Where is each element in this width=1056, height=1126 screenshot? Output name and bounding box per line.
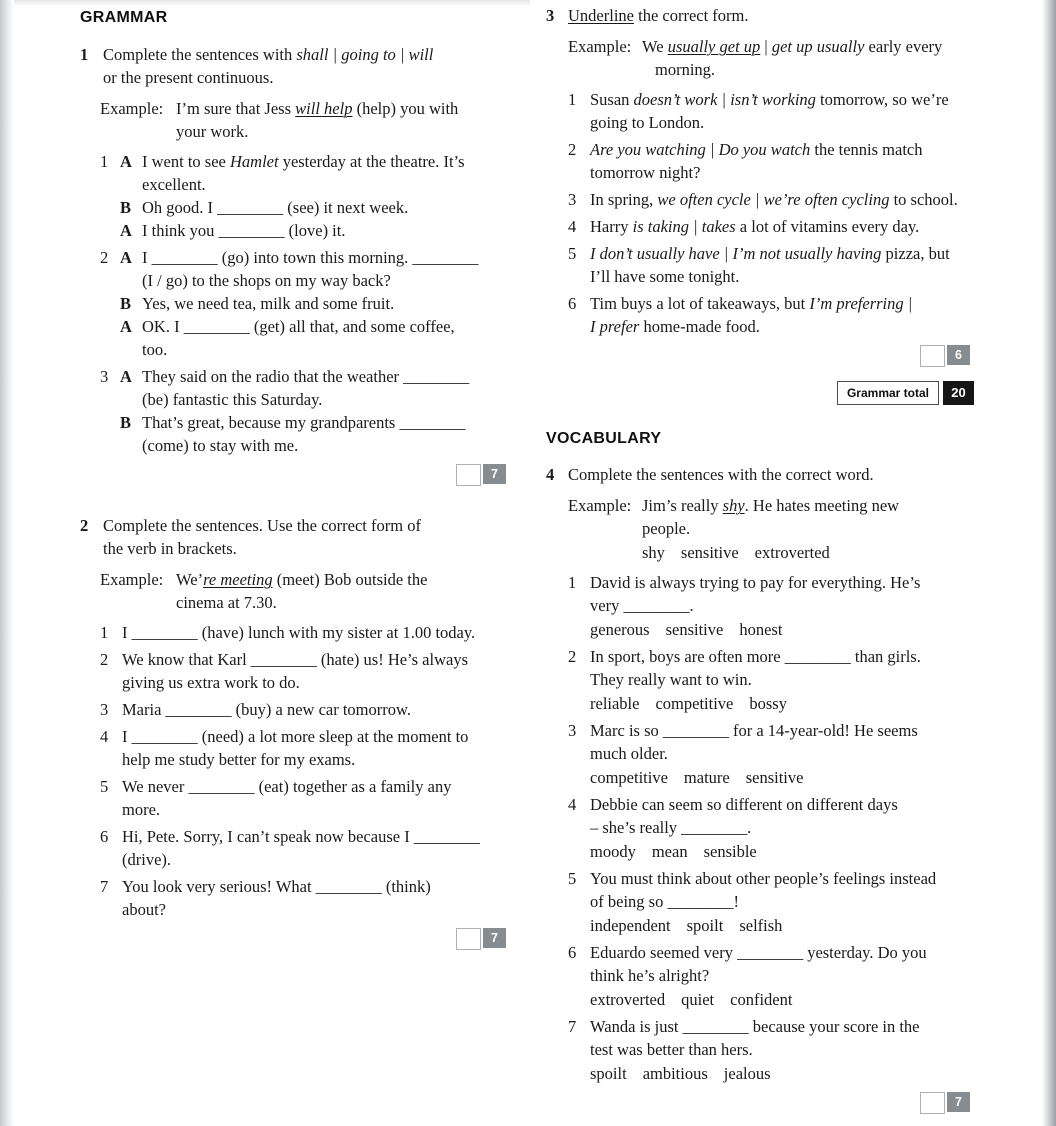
- question-text: Debbie can seem so different on different days – she’s really ________.: [590, 795, 898, 837]
- example-text: We usually get up | get up usually early every morning.: [642, 37, 943, 79]
- item-number: 3: [568, 190, 577, 209]
- score-row: [80, 464, 506, 486]
- item-number: 6: [100, 827, 109, 846]
- exercise-1-title: Complete the sentences with shall | going to | will or the present continuous.: [103, 45, 434, 87]
- item-number-spacer: [100, 411, 120, 457]
- dialog-text: I think you ________ (love) it.: [142, 221, 346, 240]
- question-block: [590, 793, 980, 863]
- exercise-2: [80, 514, 512, 950]
- speaker-letter: B: [120, 294, 132, 313]
- dialog-text: They said on the radio that the weather ________ (be) fantastic this Saturday.: [142, 367, 470, 409]
- question-text: You look very serious! What ________ (think) about?: [122, 877, 431, 919]
- dialog-text: Yes, we need tea, milk and some fruit.: [142, 294, 395, 313]
- dialog-text: I ________ (go) into town this morning. ________ (I / go) to the shops on my way back?: [142, 248, 479, 290]
- example-text: We’re meeting (meet) Bob outside the cinema at 7.30.: [176, 570, 428, 612]
- question-text: You must think about other people’s feelings instead of being so ________!: [590, 869, 937, 911]
- score-row: [546, 1092, 970, 1114]
- dialog-line: [100, 292, 512, 315]
- item-number-spacer: [100, 196, 120, 219]
- score-entry-box: [920, 1092, 945, 1114]
- exercise-2-items: [80, 621, 512, 921]
- score-row: [80, 928, 506, 950]
- exercise-1-number: 1: [80, 45, 89, 64]
- exercise-2-head: [80, 514, 512, 560]
- dialog-line: [100, 246, 512, 292]
- exercise-2-example: [100, 568, 512, 614]
- question-item-5: [100, 775, 512, 821]
- dialog-line: [100, 219, 512, 242]
- question-block: [590, 1015, 980, 1085]
- question-block: [590, 867, 980, 937]
- question-item-6: [100, 825, 512, 871]
- word-options: independent spoilt selfish: [590, 916, 783, 935]
- question-item-1: [568, 88, 980, 134]
- item-number-spacer: [100, 315, 120, 361]
- score-max-box: 7: [947, 1092, 970, 1112]
- left-column: [80, 0, 512, 950]
- exercise-3: [546, 4, 980, 367]
- question-text: I ________ (have) lunch with my sister at 1.00 today.: [122, 623, 476, 642]
- exercise-3-example: [568, 35, 980, 81]
- score-row: [546, 345, 970, 367]
- question-item-3: [100, 698, 512, 721]
- exercise-3-items: [546, 88, 980, 338]
- question-text: Hi, Pete. Sorry, I can’t speak now because I ________ (drive).: [122, 827, 480, 869]
- question-item-2: [80, 246, 512, 361]
- exercise-3-number: 3: [546, 6, 555, 25]
- item-number-spacer: [100, 219, 120, 242]
- question-item-1: [80, 150, 512, 242]
- speaker-letter: A: [120, 221, 132, 240]
- question-text: Eduardo seemed very ________ yesterday. Do you think he’s alright?: [590, 943, 927, 985]
- item-number: 5: [568, 869, 577, 888]
- speaker-letter: A: [120, 152, 132, 171]
- word-options: generous sensitive honest: [590, 620, 783, 639]
- exercise-1-example: [100, 97, 512, 143]
- score-entry-box: [456, 928, 481, 950]
- question-item-7: [100, 875, 512, 921]
- question-item-3: [568, 188, 980, 211]
- word-options: spoilt ambitious jealous: [590, 1064, 771, 1083]
- item-number: 3: [100, 700, 109, 719]
- example-label: Example:: [100, 570, 164, 589]
- example-label: Example:: [568, 37, 632, 56]
- item-number: 4: [100, 727, 109, 746]
- question-item-4: [100, 725, 512, 771]
- item-number: 2: [100, 650, 109, 669]
- question-item-5: [568, 867, 980, 937]
- exercise-1-head: [80, 43, 512, 89]
- speaker-letter: A: [120, 317, 132, 336]
- speaker-letter: A: [120, 367, 132, 386]
- question-item-2: [568, 645, 980, 715]
- item-number: 1: [568, 573, 577, 592]
- question-item-5: [568, 242, 980, 288]
- dialog-line: [100, 315, 512, 361]
- dialog-text: That’s great, because my grandparents ________ (come) to stay with me.: [142, 413, 466, 455]
- exercise-4-number: 4: [546, 465, 555, 484]
- dialog-text: Oh good. I ________ (see) it next week.: [142, 198, 409, 217]
- question-text: Maria ________ (buy) a new car tomorrow.: [122, 700, 411, 719]
- example-text: I’m sure that Jess will help (help) you with your work.: [176, 99, 459, 141]
- example-label: Example:: [100, 99, 164, 118]
- speaker-letter: A: [120, 248, 132, 267]
- question-item-3: [568, 719, 980, 789]
- word-options: extroverted quiet confident: [590, 990, 793, 1009]
- question-text: We never ________ (eat) together as a family any more.: [122, 777, 452, 819]
- right-column: [546, 0, 980, 1114]
- score-entry-box: [456, 464, 481, 486]
- question-item-4: [568, 793, 980, 863]
- exercise-2-title: Complete the sentences. Use the correct form of the verb in brackets.: [103, 516, 421, 558]
- question-item-4: [568, 215, 980, 238]
- item-number: 7: [100, 877, 109, 896]
- item-number: 2: [568, 140, 577, 159]
- question-block: [590, 719, 980, 789]
- score-max-box: 7: [483, 928, 506, 948]
- question-item-7: [568, 1015, 980, 1085]
- question-block: [590, 571, 980, 641]
- exercise-1-items: [80, 150, 512, 457]
- vocabulary-heading: VOCABULARY: [546, 430, 662, 447]
- dialog-text: OK. I ________ (get) all that, and some coffee, too.: [142, 317, 455, 359]
- question-text: Harry is taking | takes a lot of vitamins every day.: [590, 217, 920, 236]
- question-text: We know that Karl ________ (hate) us! He’s always giving us extra work to do.: [122, 650, 469, 692]
- score-entry-box: [920, 345, 945, 367]
- item-number: 3: [100, 367, 109, 386]
- question-item-1: [100, 621, 512, 644]
- question-item-2: [568, 138, 980, 184]
- exercise-3-title: Underline the correct form.: [568, 6, 749, 25]
- dialog-line: [100, 150, 512, 196]
- exercise-4-items: [546, 571, 980, 1085]
- dialog-line: [100, 411, 512, 457]
- dialog-line: [100, 196, 512, 219]
- scan-edge-right: [1042, 0, 1056, 1126]
- example-text: [642, 494, 980, 564]
- question-text: Tim buys a lot of takeaways, but I’m preferring | I prefer home-made food.: [590, 294, 913, 336]
- question-text: Susan doesn’t work | isn’t working tomorrow, so we’re going to London.: [590, 90, 949, 132]
- exercise-4: [546, 463, 980, 1114]
- exercise-4-title: Complete the sentences with the correct word.: [568, 465, 874, 484]
- item-number: 1: [568, 90, 577, 109]
- question-text: I don’t usually have | I’m not usually having pizza, but I’ll have some tonight.: [590, 244, 950, 286]
- grammar-total-label: Grammar total: [837, 381, 939, 405]
- grammar-total-row: [546, 381, 974, 405]
- score-max-box: 7: [483, 464, 506, 484]
- item-number: 1: [100, 152, 109, 171]
- item-number: 2: [568, 647, 577, 666]
- item-number-spacer: [100, 292, 120, 315]
- word-options: moody mean sensible: [590, 842, 757, 861]
- item-number: 4: [568, 795, 577, 814]
- question-item-1: [568, 571, 980, 641]
- question-text: Marc is so ________ for a 14-year-old! He seems much older.: [590, 721, 918, 763]
- question-block: [590, 645, 980, 715]
- question-item-6: [568, 941, 980, 1011]
- speaker-letter: B: [120, 198, 132, 217]
- exercise-2-number: 2: [80, 516, 89, 535]
- item-number: 5: [568, 244, 577, 263]
- exercise-1: [80, 43, 512, 486]
- item-number: 6: [568, 294, 577, 313]
- word-options: reliable competitive bossy: [590, 694, 787, 713]
- item-number: 6: [568, 943, 577, 962]
- item-number: 5: [100, 777, 109, 796]
- example-label: Example:: [568, 496, 632, 515]
- item-number: 2: [100, 248, 109, 267]
- word-options: competitive mature sensitive: [590, 768, 804, 787]
- speaker-letter: B: [120, 413, 132, 432]
- question-item-3: [80, 365, 512, 457]
- score-max-box: 6: [947, 345, 970, 365]
- question-text: Are you watching | Do you watch the tennis match tomorrow night?: [590, 140, 923, 182]
- question-text: I ________ (need) a lot more sleep at the moment to help me study better for my exams.: [122, 727, 469, 769]
- exercise-3-head: [546, 4, 980, 27]
- question-text: David is always trying to pay for everything. He’s very ________.: [590, 573, 921, 615]
- grammar-heading: GRAMMAR: [80, 9, 168, 26]
- word-options: shy sensitive extroverted: [642, 543, 830, 562]
- question-item-2: [100, 648, 512, 694]
- exercise-4-example: [568, 494, 980, 564]
- item-number: 4: [568, 217, 577, 236]
- question-text: In sport, boys are often more ________ than girls. They really want to win.: [590, 647, 921, 689]
- question-text: Wanda is just ________ because your score in the test was better than hers.: [590, 1017, 920, 1059]
- dialog-text: I went to see Hamlet yesterday at the theatre. It’s excellent.: [142, 152, 465, 194]
- exercise-4-head: [546, 463, 980, 486]
- question-item-6: [568, 292, 980, 338]
- grammar-total-value: 20: [943, 381, 974, 405]
- item-number: 1: [100, 623, 109, 642]
- question-block: [590, 941, 980, 1011]
- question-text: In spring, we often cycle | we’re often cycling to school.: [590, 190, 958, 209]
- scan-edge-left: [0, 0, 14, 1126]
- item-number: 3: [568, 721, 577, 740]
- item-number: 7: [568, 1017, 577, 1036]
- example-sentence: Jim’s really shy. He hates meeting new people.: [642, 496, 900, 538]
- dialog-line: [100, 365, 512, 411]
